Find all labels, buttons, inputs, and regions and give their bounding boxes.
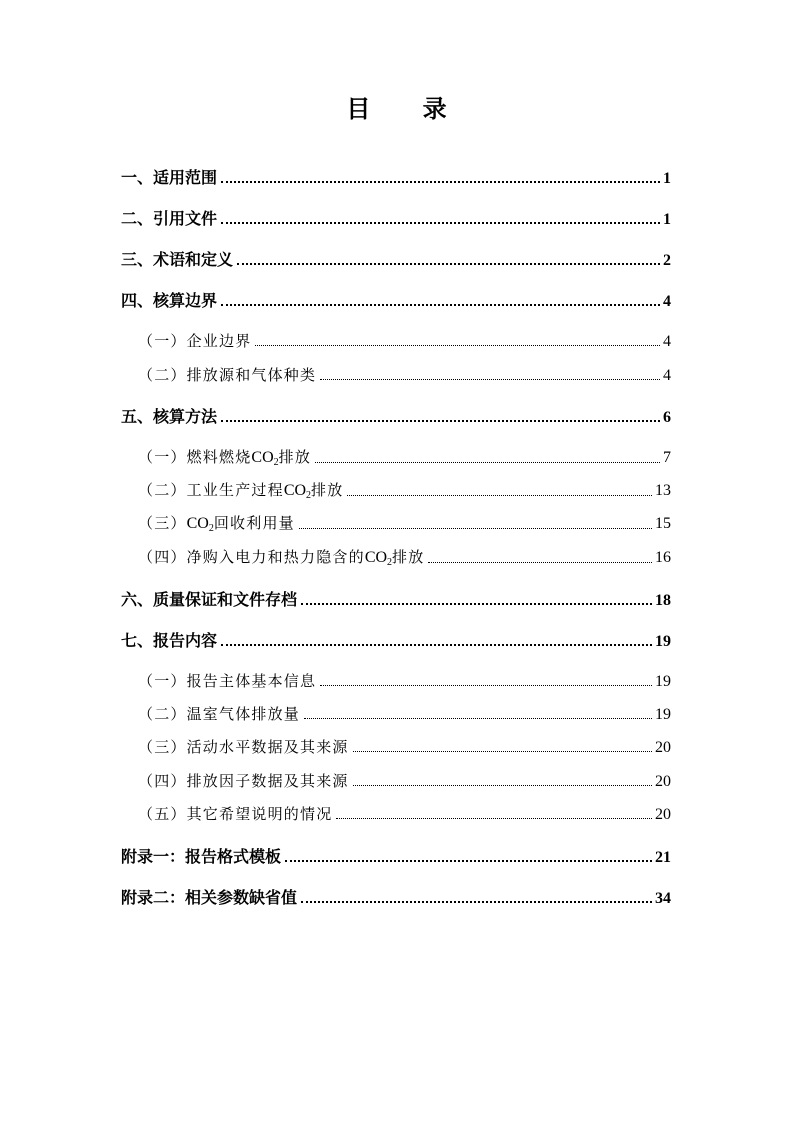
toc-leader-dots [237, 262, 660, 265]
toc-page-number: 19 [655, 706, 671, 723]
title-suffix: 排放 [311, 481, 344, 499]
toc-entry-boundary[interactable] [121, 288, 671, 311]
toc-page-number: 20 [655, 773, 671, 790]
toc-entry-title [138, 479, 343, 501]
toc-entry-title [138, 446, 311, 468]
toc-entry-appendix-2[interactable] [121, 885, 671, 908]
toc-entry-terms[interactable] [121, 247, 671, 270]
toc-page-number: 18 [655, 592, 671, 609]
toc-entry-methods[interactable] [121, 404, 671, 427]
toc-page-number: 21 [655, 849, 671, 866]
toc-entry-title: 五、核算方法 [121, 407, 218, 426]
toc-page-number: 1 [663, 211, 671, 228]
toc-leader-dots [221, 419, 660, 422]
toc-subentry-purchased-electricity[interactable] [138, 546, 671, 568]
toc-subentry-industrial-process[interactable] [138, 479, 671, 501]
toc-leader-dots [301, 900, 652, 903]
co2-formula: $CO_2$ [283, 482, 312, 501]
toc-leader-dots [320, 684, 652, 686]
toc-entry-title: 四、核算边界 [121, 291, 218, 310]
toc-entry-report-content[interactable] [121, 628, 671, 651]
toc-leader-dots [285, 859, 652, 862]
title-suffix: 排放 [278, 448, 312, 466]
title-prefix: （二）工业生产过程 [138, 481, 284, 499]
toc-subentry-basic-info[interactable] [138, 670, 671, 691]
toc-subentry-co2-recovery[interactable] [138, 512, 671, 534]
toc-entry-title: （四）排放因子数据及其来源 [138, 772, 349, 790]
page-title: 目 录 [346, 94, 469, 123]
toc-entry-appendix-1[interactable] [121, 844, 671, 867]
toc-leader-dots [221, 221, 660, 224]
co2-formula: $CO_2$ [364, 549, 393, 568]
toc-entry-title [138, 512, 295, 534]
toc-entry-title: （一）报告主体基本信息 [138, 672, 317, 690]
toc-leader-dots [428, 561, 652, 563]
toc-entry-title: 七、报告内容 [121, 631, 218, 650]
toc-leader-dots [315, 461, 660, 463]
toc-subentry-fuel-combustion[interactable] [138, 446, 671, 468]
title-prefix: （三） [138, 514, 187, 532]
title-prefix: （四）净购入电力和热力隐含的 [138, 548, 365, 566]
toc-entry-title: 二、引用文件 [121, 209, 218, 228]
toc-entry-title: 三、术语和定义 [121, 250, 234, 269]
co2-formula: $CO_2$ [251, 449, 279, 468]
toc-page-number: 4 [663, 333, 671, 350]
toc-page-number: 20 [655, 806, 671, 823]
toc-leader-dots [221, 180, 660, 183]
toc-leader-dots [320, 378, 660, 380]
toc-leader-dots [299, 527, 652, 529]
toc-page-number: 1 [663, 170, 671, 187]
toc-leader-dots [221, 643, 652, 646]
toc-subentry-enterprise-boundary[interactable] [138, 330, 671, 351]
toc-leader-dots [221, 303, 660, 306]
toc-entry-title: （二）排放源和气体种类 [138, 366, 317, 384]
toc-entry-scope[interactable] [121, 165, 671, 188]
title-suffix: 回收利用量 [213, 514, 295, 532]
toc-page-number: 13 [655, 482, 671, 499]
toc-page-number: 16 [655, 549, 671, 566]
toc-page-number: 6 [663, 409, 671, 426]
toc-subentry-activity-data[interactable] [138, 736, 671, 757]
toc-entry-title [138, 546, 424, 568]
toc-leader-dots [353, 750, 652, 752]
toc-page-number: 4 [663, 367, 671, 384]
toc-page-number: 20 [655, 739, 671, 756]
toc-page-number: 19 [655, 633, 671, 650]
toc-page-number: 7 [663, 449, 671, 466]
toc-entry-title: 一、适用范围 [121, 168, 218, 187]
toc-page-number: 4 [663, 293, 671, 310]
toc-entry-quality-assurance[interactable] [121, 587, 671, 610]
toc-subentry-other-notes[interactable] [138, 803, 671, 824]
toc-leader-dots [347, 494, 652, 496]
title-suffix: 排放 [392, 548, 425, 566]
co2-formula: $CO_2$ [186, 515, 214, 534]
toc-entry-title: 附录二：相关参数缺省值 [121, 888, 298, 907]
title-prefix: （一）燃料燃烧 [138, 448, 252, 466]
toc-entry-references[interactable] [121, 206, 671, 229]
toc-entry-title: 附录一：报告格式模板 [121, 847, 282, 866]
toc-leader-dots [304, 717, 652, 719]
toc-leader-dots [353, 784, 652, 786]
toc-page-number: 15 [655, 515, 671, 532]
toc-page-number: 19 [655, 673, 671, 690]
toc-entry-title: （五）其它希望说明的情况 [138, 805, 333, 823]
toc-subentry-emission-sources[interactable] [138, 364, 671, 385]
toc-page-number: 34 [655, 890, 671, 907]
toc-entry-title: （三）活动水平数据及其来源 [138, 738, 349, 756]
toc-entry-title: （二）温室气体排放量 [138, 705, 301, 723]
toc-leader-dots [336, 817, 652, 819]
toc-subentry-emission-factors[interactable] [138, 770, 671, 791]
toc-subentry-ghg-emissions[interactable] [138, 703, 671, 724]
toc-leader-dots [255, 344, 660, 346]
toc-entry-title: （一）企业边界 [138, 332, 252, 350]
toc-page-number: 2 [663, 252, 671, 269]
toc-leader-dots [301, 602, 652, 605]
toc-entry-title: 六、质量保证和文件存档 [121, 590, 298, 609]
